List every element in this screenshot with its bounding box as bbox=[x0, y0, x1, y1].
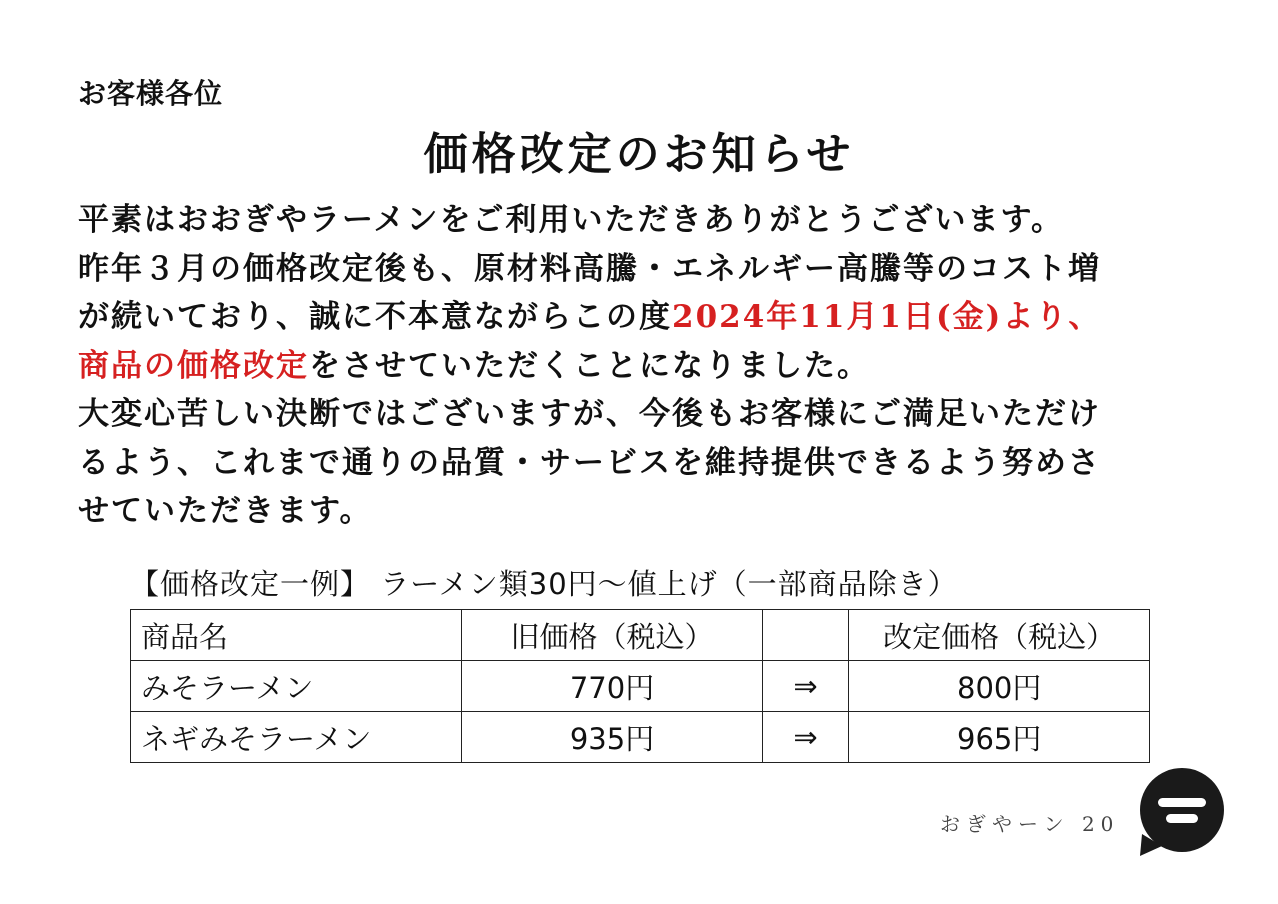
chat-button[interactable] bbox=[1136, 768, 1224, 856]
product-name: ネギみそラーメン bbox=[131, 712, 462, 763]
price-revision-highlight: 商品の価格改定 bbox=[78, 347, 309, 384]
product-name: みそラーメン bbox=[131, 661, 462, 712]
table-caption: 【価格改定一例】 ラーメン類30円～値上げ（一部商品除き） bbox=[130, 567, 958, 601]
table-row bbox=[131, 661, 1150, 712]
header-old-price: 旧価格（税込） bbox=[462, 610, 762, 661]
notice-body bbox=[78, 196, 1218, 536]
new-price: 800円 bbox=[849, 661, 1150, 712]
header-new-price: 改定価格（税込） bbox=[849, 610, 1150, 661]
chat-bubble-icon bbox=[1136, 768, 1224, 856]
notice-title: 価格改定のお知らせ bbox=[423, 129, 855, 180]
body-text-segment: をさせていただくことになりました。 bbox=[309, 347, 870, 384]
body-text-segment: が続いており、誠に不本意ながらこの度 bbox=[78, 299, 672, 335]
body-line: せていただきます。 bbox=[78, 493, 373, 529]
body-line: るよう、これまで通りの品質・サービスを維持提供できるよう努めさ bbox=[78, 444, 1101, 481]
arrow-icon: ⇒ bbox=[762, 712, 849, 763]
body-line: 大変心苦しい決断ではございますが、今後もお客様にご満足いただけ bbox=[78, 396, 1101, 432]
effective-date-highlight: 2024年11月1日(金)より、 bbox=[672, 299, 1102, 335]
body-line bbox=[78, 293, 1218, 342]
old-price: 770円 bbox=[462, 661, 762, 712]
table-row bbox=[131, 712, 1150, 763]
footer-note: おぎやーン 20 bbox=[940, 812, 1120, 836]
body-line: 平素はおおぎやラーメンをご利用いただきありがとうございます。 bbox=[78, 202, 1064, 238]
salutation: お客様各位 bbox=[78, 77, 224, 110]
header-arrow bbox=[762, 610, 849, 661]
header-product-name: 商品名 bbox=[131, 610, 462, 661]
price-table bbox=[130, 609, 1150, 763]
body-line: 昨年３月の価格改定後も、原材料高騰・エネルギー高騰等のコスト増 bbox=[78, 250, 1101, 287]
table-header-row bbox=[131, 610, 1150, 661]
arrow-icon: ⇒ bbox=[762, 661, 849, 712]
old-price: 935円 bbox=[462, 712, 762, 763]
new-price: 965円 bbox=[849, 712, 1150, 763]
body-line bbox=[78, 342, 1218, 391]
